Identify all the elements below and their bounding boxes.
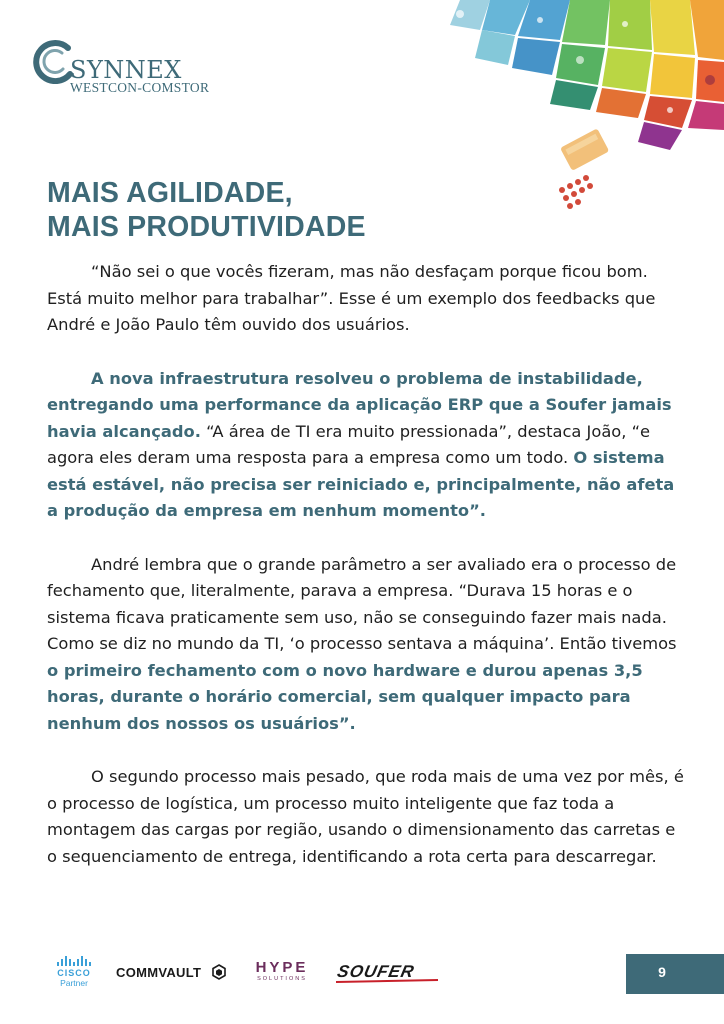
cisco-partner-logo: [52, 956, 96, 988]
paragraph-3-highlight: o primeiro fechamento com o novo hardware e durou apenas 3,5 horas, durante o horário comercial, sem qualquer impacto para nenhum dos nossos os usuários”.: [47, 660, 643, 733]
paragraph-4: [47, 764, 685, 870]
logo-subtitle: WESTCON-COMSTOR: [70, 80, 210, 95]
hype-name: HYPE: [255, 959, 309, 976]
paragraph-3: [47, 552, 685, 738]
paragraph-2-highlight-1: A nova infraestrutura resolveu o problema de instabilidade, entregando uma performance da aplicação ERP que a Soufer jamais havia alcançado.: [47, 368, 672, 441]
hype-logo: [249, 959, 315, 983]
paragraph-1: [47, 259, 685, 339]
paragraph-1-text: “Não sei o que vocês fizeram, mas não desfaçam porque ficou bom. Está muito melhor para trabalhar”. Esse é um exemplo dos feedbacks que André e João Paulo têm ouvido dos usuários.: [47, 262, 656, 334]
soufer-logo: [334, 960, 442, 986]
commvault-cube-icon: [212, 964, 226, 980]
logo-name: SYNNEX: [70, 56, 182, 84]
page-number: 9: [658, 964, 666, 980]
cisco-name: CISCO: [57, 968, 91, 978]
paragraph-2: [47, 366, 685, 525]
cisco-bars-icon: [52, 956, 96, 966]
title-line-1: MAIS AGILIDADE,: [47, 177, 293, 209]
decorative-illustration: [420, 0, 724, 230]
synnex-logo: [32, 36, 252, 106]
article-body: [47, 259, 685, 897]
page-title: [47, 176, 366, 244]
page-number-box: [626, 954, 724, 994]
title-line-2: MAIS PRODUTIVIDADE: [47, 211, 366, 243]
footer: [0, 948, 724, 998]
commvault-logo: COMMVAULT: [116, 965, 202, 980]
cisco-partner: Partner: [60, 978, 88, 988]
paragraph-2-text: “A área de TI era muito pressionada”, destaca João, “e agora eles deram uma resposta para a empresa como um todo.: [47, 421, 651, 467]
svg-text:SOUFER: SOUFER: [335, 961, 417, 981]
paragraph-2-highlight-2: O sistema está estável, não precisa ser reiniciado e, principalmente, não afeta a produção da empresa em nenhum momento”.: [47, 448, 675, 520]
paragraph-4-text: O segundo processo mais pesado, que roda mais de uma vez por mês, é o processo de logística, um processo muito inteligente que faz toda a montagem das cargas por região, usando o dimensionamento das carretas e o sequenciamento de entrega, identificando a rota certa para descarregar.: [47, 767, 684, 866]
hype-subtitle: SOLUTIONS: [257, 976, 307, 982]
paragraph-3-text: André lembra que o grande parâmetro a ser avaliado era o processo de fechamento que, literalmente, parava a empresa. “Durava 15 horas e o sistema ficava praticamente sem uso, não se conseguindo fazer mais nada. Como se diz no mundo da TI, ‘o processo sentava a máquina’. Então tivemos: [47, 554, 677, 653]
